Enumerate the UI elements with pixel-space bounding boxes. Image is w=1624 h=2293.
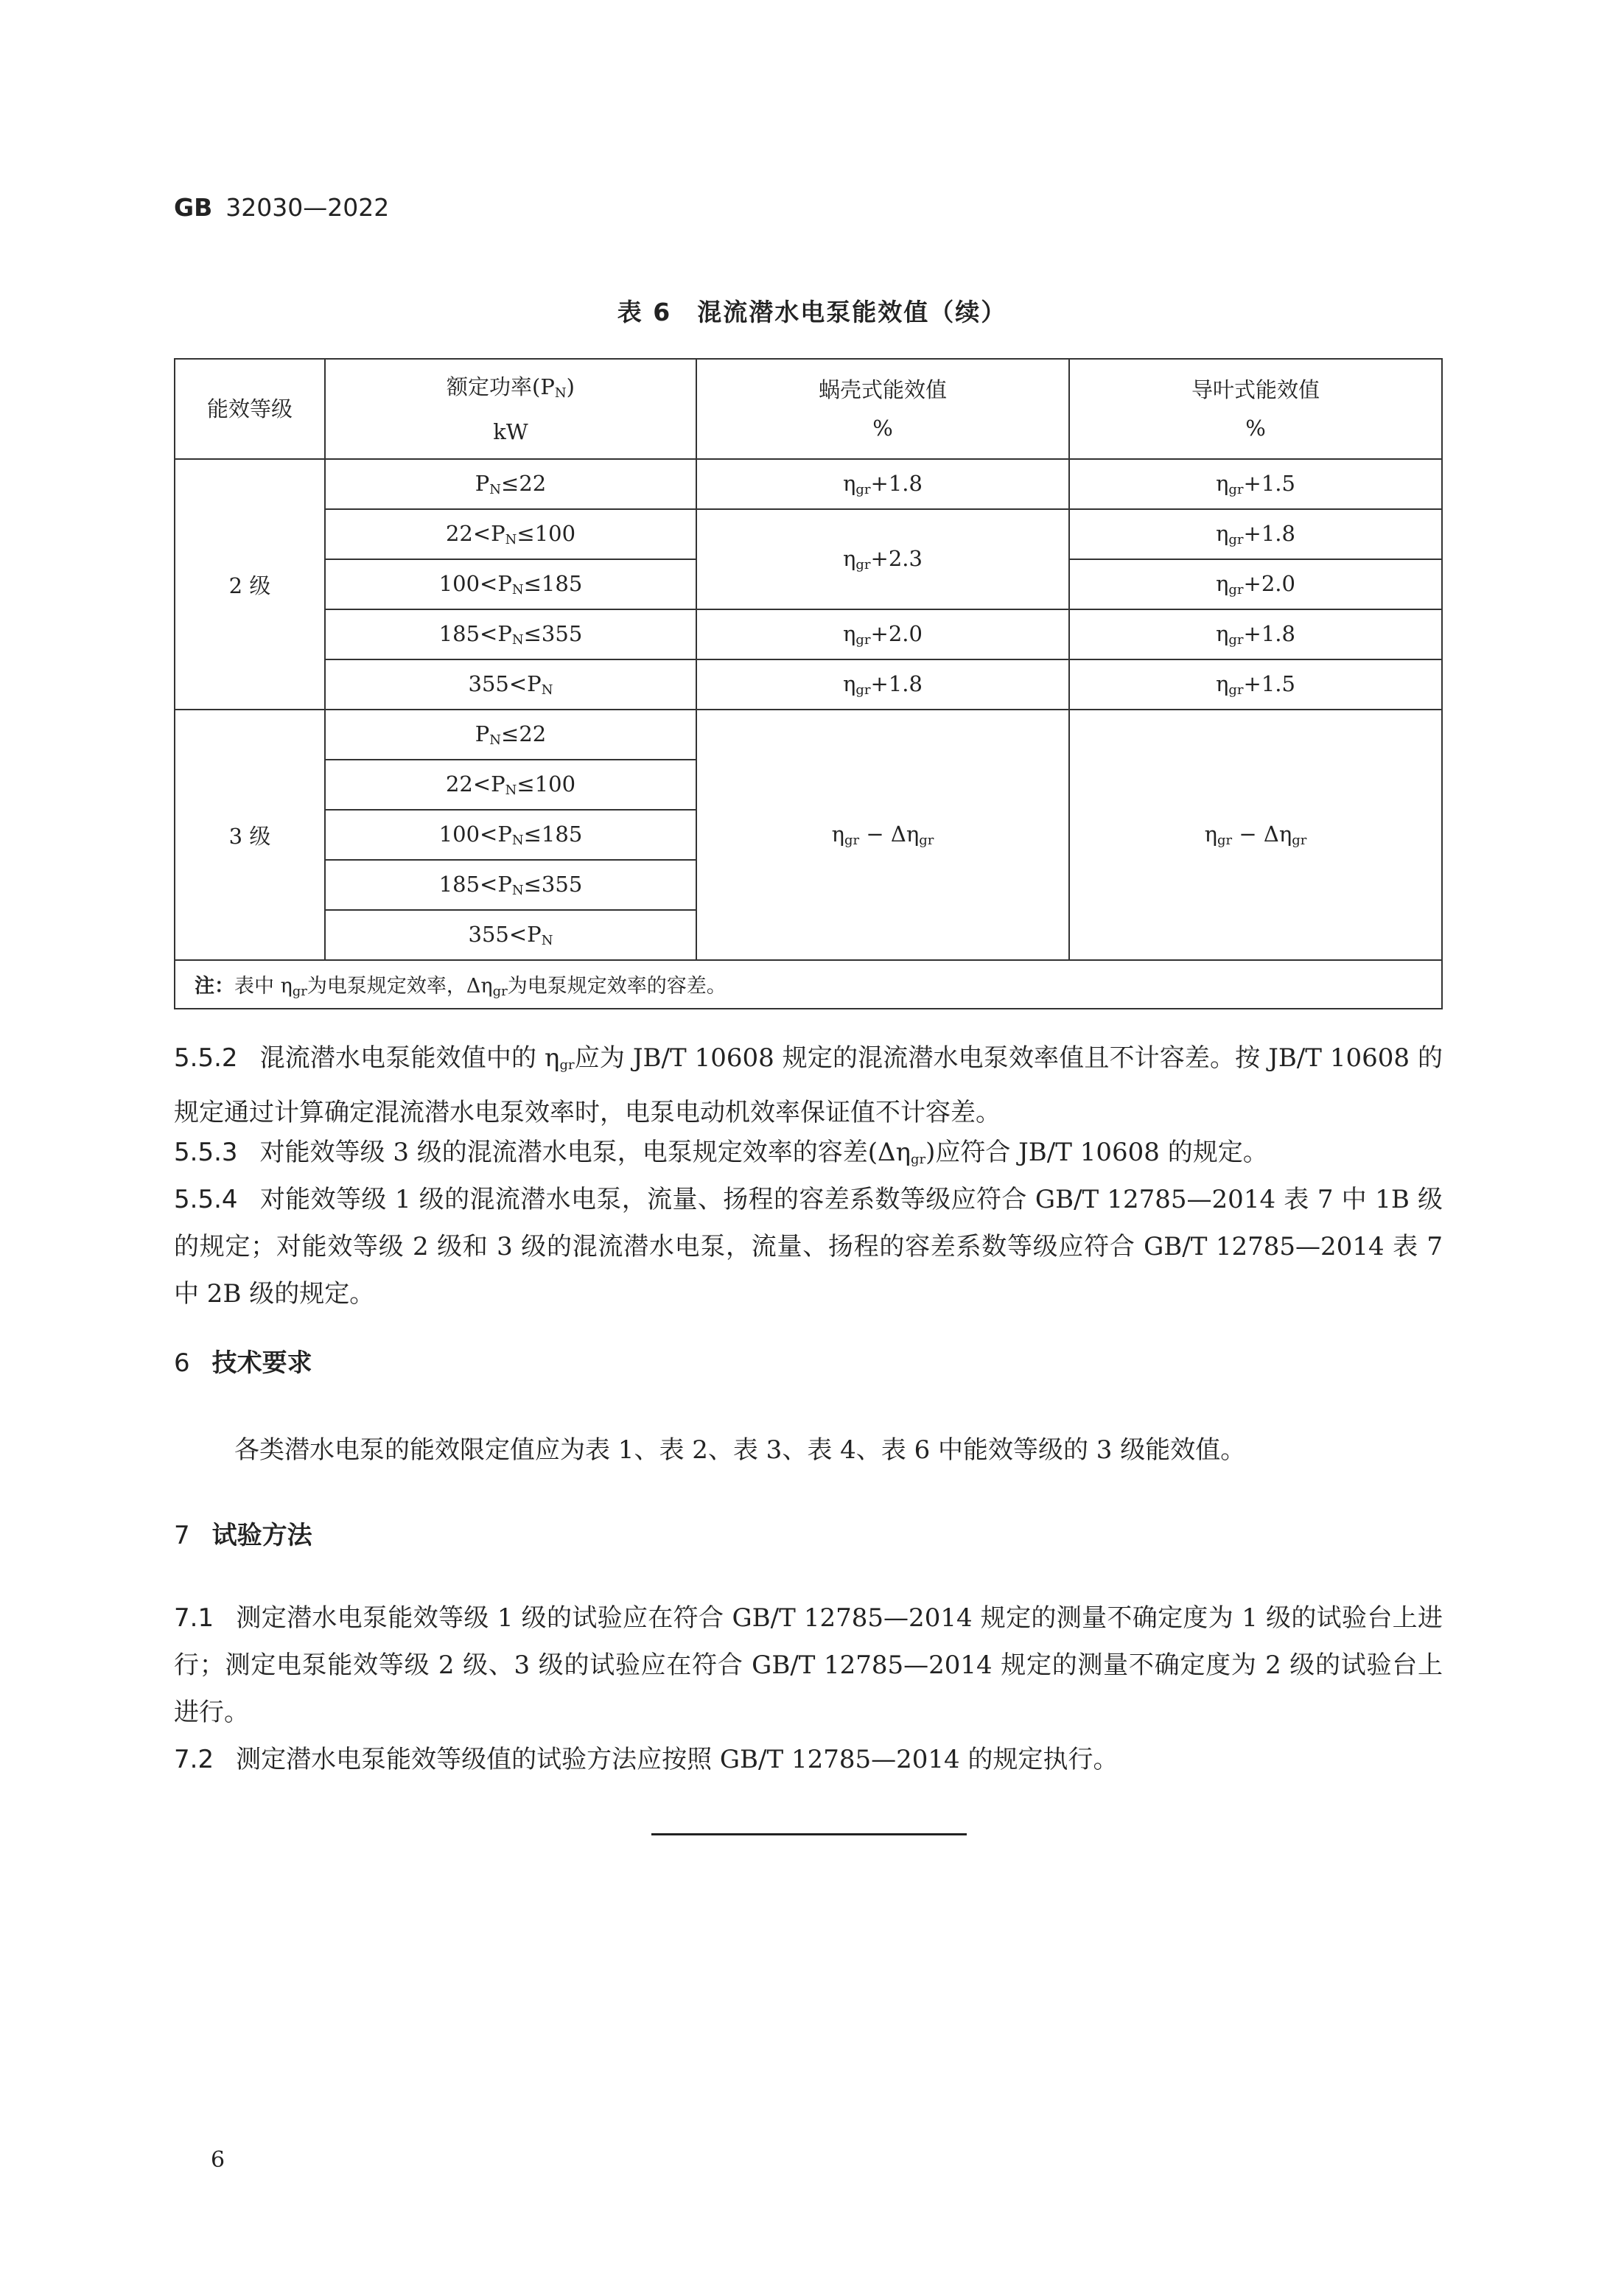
clause-5-5-4: 5.5.4 对能效等级 1 级的混流潜水电泵，流量、扬程的容差系数等级应符合 GB/T 12785—2014 表 7 中 1B 级的规定；对能效等级 2 级和 3 级的混流潜水电泵，流量、扬程的容差系数等级应符合 GB/T 12785—2014 表 7 中 2B 级的规定。 xyxy=(174,1185,1443,1309)
table-row xyxy=(175,459,1442,509)
power-cell: $22<P_N\le 100$ xyxy=(325,760,696,810)
volute-cell-grade3: $\eta_{gr} - \Delta\eta_{gr}$ xyxy=(696,710,1069,960)
header-power-unit: kW xyxy=(493,419,528,444)
table-note: 注：表中 $\eta_{gr}$为电泵规定效率，$\Delta\eta_{gr}$为电泵规定效率的容差。 xyxy=(175,960,1442,1009)
end-rule xyxy=(651,1833,967,1835)
header-power: 额定功率$(P_N)$ kW xyxy=(325,359,696,459)
table-row xyxy=(175,609,1442,659)
standard-prefix: GB xyxy=(174,193,213,222)
power-cell: $22<P_N\le 100$ xyxy=(325,509,696,559)
section-7-heading: 7 试验方法 xyxy=(174,1521,312,1550)
power-cell: $100<P_N\le 185$ xyxy=(325,810,696,860)
clause-5-5-3: 5.5.3 对能效等级 3 级的混流潜水电泵，电泵规定效率的容差$(\Delta\eta_{gr})$应符合 JB/T 10608 的规定。 xyxy=(174,1138,1268,1167)
guide-cell: $\eta_{gr}+2.0$ xyxy=(1069,559,1442,609)
table-row xyxy=(175,710,1442,760)
clause-7-2: 7.2 测定潜水电泵能效等级值的试验方法应按照 GB/T 12785—2014 的规定执行。 xyxy=(174,1745,1119,1774)
page-number: 6 xyxy=(211,2147,225,2173)
header-volute: 蜗壳式能效值 % xyxy=(696,359,1069,459)
guide-cell: $\eta_{gr}+1.8$ xyxy=(1069,609,1442,659)
volute-cell: $\eta_{gr}+1.8$ xyxy=(696,459,1069,509)
power-cell: $100<P_N\le 185$ xyxy=(325,559,696,609)
power-cell: $P_N\le 22$ xyxy=(325,459,696,509)
power-cell: $185<P_N\le 355$ xyxy=(325,860,696,910)
table-header-row xyxy=(175,359,1442,459)
power-cell: $185<P_N\le 355$ xyxy=(325,609,696,659)
guide-cell-grade3: $\eta_{gr} - \Delta\eta_{gr}$ xyxy=(1069,710,1442,960)
section-6-heading: 6 技术要求 xyxy=(174,1348,312,1378)
clause-7-1: 7.1 测定潜水电泵能效等级 1 级的试验应在符合 GB/T 12785—2014 规定的测量不确定度为 1 级的试验台上进行；测定电泵能效等级 2 级、3 级的试验应在符合 GB/T 12785—2014 规定的测量不确定度为 2 级的试验台上进行。 xyxy=(174,1603,1443,1727)
volute-cell: $\eta_{gr}+2.3$ xyxy=(696,509,1069,609)
guide-cell: $\eta_{gr}+1.5$ xyxy=(1069,459,1442,509)
guide-cell: $\eta_{gr}+1.8$ xyxy=(1069,509,1442,559)
power-cell: $P_N\le 22$ xyxy=(325,710,696,760)
volute-cell: $\eta_{gr}+1.8$ xyxy=(696,659,1069,710)
grade-2-cell: 2 级 xyxy=(175,459,325,710)
section-6-body: 各类潜水电泵的能效限定值应为表 1、表 2、表 3、表 4、表 6 中能效等级的 3 级能效值。 xyxy=(234,1435,1246,1465)
table-row xyxy=(175,509,1442,559)
volute-cell: $\eta_{gr}+2.0$ xyxy=(696,609,1069,659)
efficiency-table xyxy=(174,358,1443,1009)
table-title: 表 6 混流潜水电泵能效值（续） xyxy=(617,298,1007,326)
standard-code: 32030—2022 xyxy=(225,193,390,222)
document-header xyxy=(174,193,389,222)
guide-cell: $\eta_{gr}+1.5$ xyxy=(1069,659,1442,710)
power-cell: $355<P_N$ xyxy=(325,659,696,710)
table-note-row xyxy=(175,960,1442,1009)
table-row xyxy=(175,659,1442,710)
header-guide: 导叶式能效值 % xyxy=(1069,359,1442,459)
grade-3-cell: 3 级 xyxy=(175,710,325,960)
clause-5-5-2: 5.5.2 混流潜水电泵能效值中的 $\eta_{gr}$应为 JB/T 10608 规定的混流潜水电泵效率值且不计容差。按 JB/T 10608 的规定通过计算确定混流潜水电泵效率时，电泵电动机效率保证值不计容差。 xyxy=(174,1043,1443,1127)
power-cell: $355<P_N$ xyxy=(325,910,696,960)
header-grade: 能效等级 xyxy=(175,359,325,459)
